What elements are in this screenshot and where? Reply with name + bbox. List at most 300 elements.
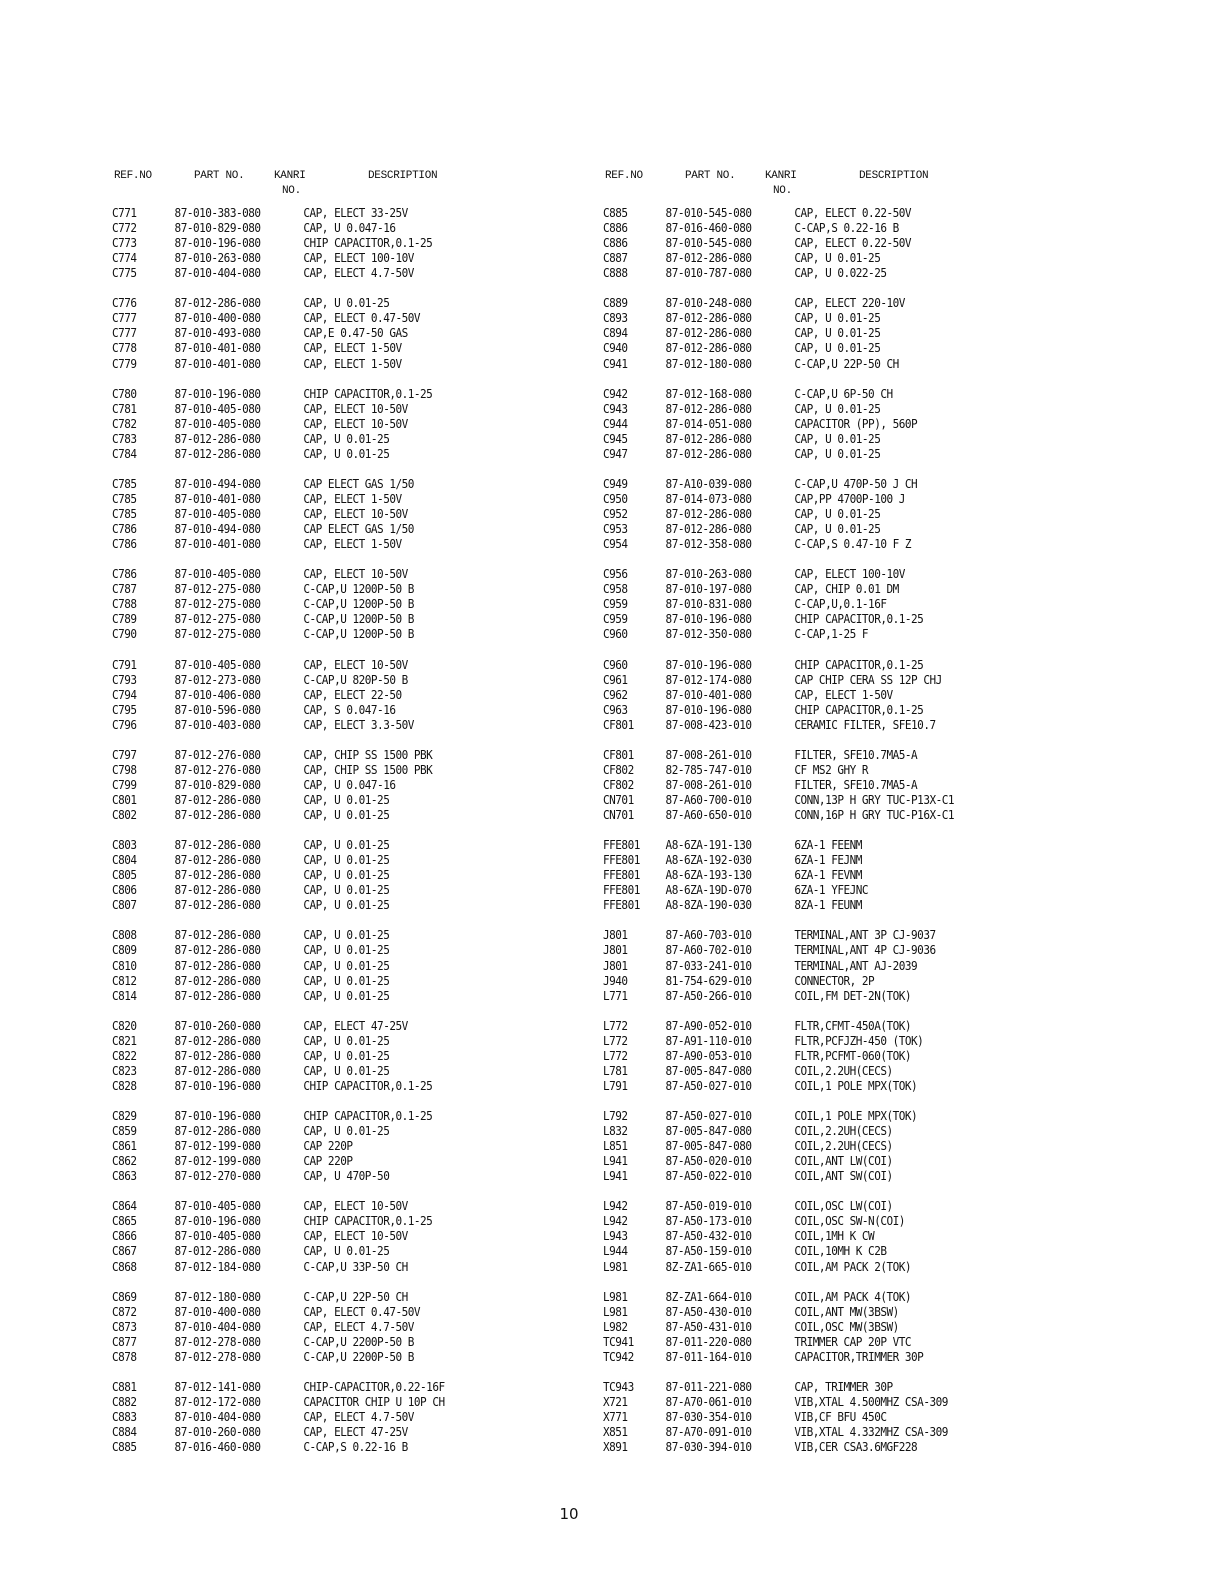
description: CHIP CAPACITOR,0.1-25 — [303, 236, 433, 251]
description: CAP, ELECT 0.47-50V — [303, 1304, 421, 1319]
ref-no: J801 — [603, 943, 628, 958]
ref-no: C863 — [112, 1169, 137, 1184]
part-no: 87-012-286-080 — [665, 251, 752, 266]
ref-no: C959 — [603, 612, 628, 627]
part-no: 87-008-261-010 — [665, 777, 752, 792]
part-no: 8Z-ZA1-665-010 — [665, 1259, 752, 1274]
description: CAP, U 0.01-25 — [303, 928, 390, 943]
description: CAP, ELECT 10-50V — [303, 401, 408, 416]
description: COIL,10MH K C2B — [794, 1244, 887, 1259]
ref-no: C808 — [112, 928, 137, 943]
description: C-CAP,1-25 F — [794, 627, 869, 642]
ref-no: C885 — [603, 206, 628, 220]
description: CAP, U 0.01-25 — [303, 431, 390, 446]
part-no: 87-010-401-080 — [174, 341, 261, 356]
ref-no: C886 — [603, 221, 628, 236]
description: CHIP CAPACITOR,0.1-25 — [794, 702, 924, 717]
header-part-no: PART NO. — [194, 170, 245, 182]
ref-no: C803 — [112, 838, 137, 853]
part-no: 87-012-275-080 — [174, 612, 261, 627]
ref-no: L792 — [603, 1109, 628, 1123]
description: CHIP CAPACITOR,0.1-25 — [794, 657, 924, 672]
description: CAP, ELECT 4.7-50V — [303, 1410, 414, 1424]
part-no: 82-785-747-010 — [665, 762, 752, 777]
ref-no: C786 — [112, 537, 137, 552]
part-no: 87-010-196-080 — [174, 236, 261, 251]
part-no: 87-012-168-080 — [665, 386, 752, 401]
part-no: 87-012-199-080 — [174, 1154, 261, 1169]
description: 6ZA-1 FEJNM — [794, 853, 862, 868]
part-no: 87-011-221-080 — [665, 1379, 752, 1394]
description: CAP, U 0.01-25 — [303, 1048, 390, 1063]
description: COIL,2.2UH(CECS) — [794, 1139, 893, 1154]
description: CAP ELECT GAS 1/50 — [303, 522, 414, 537]
ref-no: L944 — [603, 1244, 628, 1259]
ref-no: C885 — [112, 1440, 137, 1455]
description: CAP, U 0.01-25 — [303, 1124, 390, 1139]
column-header — [603, 168, 1063, 202]
part-no: 87-010-405-080 — [174, 507, 261, 521]
ref-no: C954 — [603, 537, 628, 552]
part-no: 87-030-354-010 — [665, 1410, 752, 1424]
description: CAP, ELECT 10-50V — [303, 507, 408, 521]
ref-no: L781 — [603, 1063, 628, 1078]
ref-no: C795 — [112, 702, 137, 717]
description: C-CAP,U 820P-50 B — [303, 672, 408, 687]
part-no: 87-012-286-080 — [174, 1048, 261, 1063]
ref-no: CN701 — [603, 792, 634, 807]
ref-no: C790 — [112, 627, 137, 642]
part-no: 87-A50-027-010 — [665, 1109, 752, 1123]
description: CAP, ELECT 10-50V — [303, 416, 408, 431]
header-ref-no: REF.NO — [605, 170, 643, 182]
ref-no: C776 — [112, 296, 137, 311]
ref-no: L771 — [603, 988, 628, 1003]
ref-no: C952 — [603, 507, 628, 521]
ref-no: C804 — [112, 853, 137, 868]
ref-no: TC943 — [603, 1379, 634, 1394]
part-no: 87-A90-053-010 — [665, 1048, 752, 1063]
description: CAP, S 0.047-16 — [303, 702, 396, 717]
description: COIL,AM PACK 4(TOK) — [794, 1289, 912, 1304]
part-no: 87-010-545-080 — [665, 236, 752, 251]
ref-no: C872 — [112, 1304, 137, 1319]
ref-no: X771 — [603, 1410, 628, 1424]
description: TERMINAL,ANT AJ-2039 — [794, 958, 918, 973]
part-no: 87-010-405-080 — [174, 657, 261, 672]
part-no: 87-012-141-080 — [174, 1379, 261, 1394]
part-no: 87-A90-052-010 — [665, 1018, 752, 1033]
part-no: 87-010-493-080 — [174, 326, 261, 341]
ref-no: C894 — [603, 326, 628, 341]
part-no: 87-010-263-080 — [665, 567, 752, 582]
description: COIL,1 POLE MPX(TOK) — [794, 1109, 918, 1123]
ref-no: C787 — [112, 582, 137, 597]
ref-no: C778 — [112, 341, 137, 356]
description: CAP, ELECT 3.3-50V — [303, 717, 414, 732]
description: CAP, U 0.01-25 — [303, 838, 390, 853]
description: CAP, ELECT 10-50V — [303, 657, 408, 672]
ref-no: X851 — [603, 1425, 628, 1440]
part-no: 87-012-286-080 — [174, 792, 261, 807]
description: CAP, ELECT 4.7-50V — [303, 266, 414, 281]
description: COIL,OSC LW(COI) — [794, 1199, 893, 1214]
ref-no: C785 — [112, 507, 137, 521]
description: CAP, ELECT 47-25V — [303, 1425, 408, 1440]
description: TERMINAL,ANT 4P CJ-9036 — [794, 943, 936, 958]
part-no: A8-6ZA-192-030 — [665, 853, 752, 868]
ref-no: CN701 — [603, 808, 634, 822]
part-no: 87-014-051-080 — [665, 416, 752, 431]
part-no: 87-005-847-080 — [665, 1124, 752, 1139]
description: C-CAP,U 1200P-50 B — [303, 612, 414, 627]
part-no: 87-012-199-080 — [174, 1139, 261, 1154]
description: CAP, U 0.047-16 — [303, 777, 396, 792]
ref-no: C956 — [603, 567, 628, 582]
description: CHIP-CAPACITOR,0.22-16F — [303, 1379, 445, 1394]
ref-no: C883 — [112, 1410, 137, 1424]
ref-no: C882 — [112, 1394, 137, 1409]
ref-no: C877 — [112, 1334, 137, 1349]
part-no: A8-6ZA-191-130 — [665, 838, 752, 853]
description: C-CAP,U 470P-50 J CH — [794, 476, 918, 491]
ref-no: C960 — [603, 657, 628, 672]
ref-no: C794 — [112, 687, 137, 702]
part-no: 87-011-164-010 — [665, 1349, 752, 1364]
ref-no: TC942 — [603, 1349, 634, 1364]
part-no: 87-012-275-080 — [174, 627, 261, 642]
part-no: 87-A70-091-010 — [665, 1425, 752, 1440]
header-kanri-no: NO. — [282, 185, 301, 197]
ref-no: C868 — [112, 1259, 137, 1274]
part-no: 87-010-196-080 — [174, 386, 261, 401]
description: CHIP CAPACITOR,0.1-25 — [303, 1109, 433, 1123]
header-part-no: PART NO. — [685, 170, 736, 182]
header-kanri: KANRI — [765, 170, 797, 182]
part-no: 87-010-596-080 — [174, 702, 261, 717]
ref-no: C893 — [603, 311, 628, 326]
column-header — [112, 168, 572, 202]
part-no: 87-005-847-080 — [665, 1139, 752, 1154]
description: CONNECTOR, 2P — [794, 973, 875, 988]
part-no: 87-A60-650-010 — [665, 808, 752, 822]
ref-no: C950 — [603, 491, 628, 506]
part-no: 87-012-275-080 — [174, 582, 261, 597]
ref-no: FFE801 — [603, 883, 640, 898]
part-no: 87-010-401-080 — [174, 356, 261, 371]
header-description: DESCRIPTION — [859, 170, 929, 182]
ref-no: FFE801 — [603, 898, 640, 913]
ref-no: J801 — [603, 958, 628, 973]
description: CF MS2 GHY R — [794, 762, 869, 777]
part-no: 87-010-494-080 — [174, 476, 261, 491]
part-no: 87-010-831-080 — [665, 597, 752, 612]
description: VIB,CER CSA3.6MGF228 — [794, 1440, 918, 1455]
ref-no: L832 — [603, 1124, 628, 1139]
part-no: 87-012-278-080 — [174, 1334, 261, 1349]
description: C-CAP,S 0.22-16 B — [303, 1440, 408, 1455]
description: CAP, U 0.01-25 — [794, 446, 881, 461]
part-no: 87-012-286-080 — [665, 341, 752, 356]
description: CAP, ELECT 1-50V — [794, 687, 893, 702]
ref-no: C788 — [112, 597, 137, 612]
part-no: 87-010-260-080 — [174, 1018, 261, 1033]
description: CAP, U 0.01-25 — [794, 522, 881, 537]
description: CHIP CAPACITOR,0.1-25 — [303, 1214, 433, 1229]
ref-no: C781 — [112, 401, 137, 416]
description: C-CAP,U 33P-50 CH — [303, 1259, 408, 1274]
description: CAP, U 0.01-25 — [794, 311, 881, 326]
description: CAP, U 0.01-25 — [794, 251, 881, 266]
part-no: 81-754-629-010 — [665, 973, 752, 988]
description: COIL,1 POLE MPX(TOK) — [794, 1078, 918, 1093]
description: CAP 220P — [303, 1139, 353, 1154]
description: CAP, U 0.01-25 — [303, 446, 390, 461]
part-no: 87-012-275-080 — [174, 597, 261, 612]
part-no: 87-012-286-080 — [174, 838, 261, 853]
part-no: 87-A50-022-010 — [665, 1169, 752, 1184]
description: COIL,2.2UH(CECS) — [794, 1124, 893, 1139]
part-no: 87-012-276-080 — [174, 762, 261, 777]
ref-no: C881 — [112, 1379, 137, 1394]
ref-no: C789 — [112, 612, 137, 627]
description: 6ZA-1 FEENM — [794, 838, 862, 853]
part-no: 87-012-286-080 — [174, 1124, 261, 1139]
part-no: 87-030-394-010 — [665, 1440, 752, 1455]
ref-no: C801 — [112, 792, 137, 807]
part-no: 87-A50-019-010 — [665, 1199, 752, 1214]
description: CAP, ELECT 100-10V — [794, 567, 905, 582]
ref-no: C814 — [112, 988, 137, 1003]
description: VIB,XTAL 4.332MHZ CSA-309 — [794, 1425, 948, 1440]
description: CAP, U 0.047-16 — [303, 221, 396, 236]
ref-no: C884 — [112, 1425, 137, 1440]
part-no: 87-012-358-080 — [665, 537, 752, 552]
ref-no: C775 — [112, 266, 137, 281]
ref-no: C828 — [112, 1078, 137, 1093]
description: 6ZA-1 FEVNM — [794, 868, 862, 883]
description: FLTR,PCFJZH-450 (TOK) — [794, 1033, 924, 1048]
ref-no: FFE801 — [603, 853, 640, 868]
ref-no: C785 — [112, 491, 137, 506]
ref-no: C780 — [112, 386, 137, 401]
part-no: 87-012-286-080 — [174, 928, 261, 943]
ref-no: J801 — [603, 928, 628, 943]
header-kanri: KANRI — [274, 170, 306, 182]
ref-no: CF801 — [603, 747, 634, 762]
description: CAP, U 0.01-25 — [794, 326, 881, 341]
ref-no: C866 — [112, 1229, 137, 1244]
ref-no: C861 — [112, 1139, 137, 1154]
part-no: A8-8ZA-190-030 — [665, 898, 752, 913]
description: C-CAP,U 1200P-50 B — [303, 597, 414, 612]
part-no: 87-012-286-080 — [174, 1244, 261, 1259]
description: CAP, U 0.01-25 — [794, 341, 881, 356]
part-no: 87-010-829-080 — [174, 777, 261, 792]
part-no: 87-010-405-080 — [174, 1199, 261, 1214]
ref-no: C805 — [112, 868, 137, 883]
part-no: 87-A50-431-010 — [665, 1319, 752, 1334]
part-no: 87-010-787-080 — [665, 266, 752, 281]
description: CAP, U 0.01-25 — [303, 1033, 390, 1048]
ref-no: C779 — [112, 356, 137, 371]
part-no: 87-012-286-080 — [665, 311, 752, 326]
description: CAP, U 0.01-25 — [303, 898, 390, 913]
ref-no: C782 — [112, 416, 137, 431]
description: CAP, ELECT 10-50V — [303, 1229, 408, 1244]
ref-no: C963 — [603, 702, 628, 717]
part-no: 87-008-261-010 — [665, 747, 752, 762]
ref-no: C786 — [112, 522, 137, 537]
ref-no: C785 — [112, 476, 137, 491]
ref-no: C886 — [603, 236, 628, 251]
part-no: 87-010-400-080 — [174, 311, 261, 326]
description: CAP, U 0.01-25 — [303, 988, 390, 1003]
part-no: 87-010-196-080 — [174, 1078, 261, 1093]
part-no: 87-A10-039-080 — [665, 476, 752, 491]
part-no: 87-010-383-080 — [174, 206, 261, 220]
ref-no: C786 — [112, 567, 137, 582]
part-no: 87-010-545-080 — [665, 206, 752, 220]
part-no: 87-012-270-080 — [174, 1169, 261, 1184]
description: CAP, U 0.01-25 — [794, 507, 881, 521]
part-no: 87-A50-432-010 — [665, 1229, 752, 1244]
part-no: 87-012-286-080 — [174, 446, 261, 461]
part-no: 87-A60-702-010 — [665, 943, 752, 958]
ref-no: C958 — [603, 582, 628, 597]
part-no: 87-010-248-080 — [665, 296, 752, 311]
ref-no: C807 — [112, 898, 137, 913]
part-no: 87-012-286-080 — [174, 898, 261, 913]
ref-no: J940 — [603, 973, 628, 988]
description: COIL,2.2UH(CECS) — [794, 1063, 893, 1078]
ref-no: C812 — [112, 973, 137, 988]
description: CAP, ELECT 0.47-50V — [303, 311, 421, 326]
part-no: 87-012-286-080 — [665, 401, 752, 416]
part-no: 87-010-196-080 — [665, 612, 752, 627]
description: CAP, ELECT 1-50V — [303, 356, 402, 371]
description: CAP, U 0.01-25 — [303, 1244, 390, 1259]
ref-no: C802 — [112, 808, 137, 822]
ref-no: X891 — [603, 1440, 628, 1455]
description: CAP, CHIP SS 1500 PBK — [303, 762, 433, 777]
parts-column-right — [603, 168, 1063, 1455]
ref-no: L772 — [603, 1033, 628, 1048]
part-no: 87-012-172-080 — [174, 1394, 261, 1409]
description: CAPACITOR CHIP U 10P CH — [303, 1394, 445, 1409]
description: C-CAP,U 1200P-50 B — [303, 627, 414, 642]
ref-no: C889 — [603, 296, 628, 311]
description: CAP, ELECT 4.7-50V — [303, 1319, 414, 1334]
description: COIL,ANT MW(3BSW) — [794, 1304, 899, 1319]
part-no: 87-010-401-080 — [174, 491, 261, 506]
ref-no: CF801 — [603, 717, 634, 732]
part-no: 87-010-494-080 — [174, 522, 261, 537]
part-no: 87-014-073-080 — [665, 491, 752, 506]
part-no: 87-012-286-080 — [174, 296, 261, 311]
ref-no: C887 — [603, 251, 628, 266]
description: CAP, ELECT 100-10V — [303, 251, 414, 266]
description: CAPACITOR (PP), 560P — [794, 416, 918, 431]
ref-no: C783 — [112, 431, 137, 446]
ref-no: C777 — [112, 326, 137, 341]
part-no: 87-016-460-080 — [174, 1440, 261, 1455]
ref-no: C791 — [112, 657, 137, 672]
description: CAP, ELECT 1-50V — [303, 537, 402, 552]
part-no: 87-010-405-080 — [174, 567, 261, 582]
ref-no: CF802 — [603, 762, 634, 777]
part-no: 87-010-401-080 — [174, 537, 261, 552]
ref-no: C777 — [112, 311, 137, 326]
description: COIL,1MH K CW — [794, 1229, 875, 1244]
parts-column-left — [112, 168, 572, 1455]
description: CAP, U 0.01-25 — [303, 1063, 390, 1078]
description: C-CAP,U 1200P-50 B — [303, 582, 414, 597]
part-no: 87-033-241-010 — [665, 958, 752, 973]
ref-no: L942 — [603, 1214, 628, 1229]
description: CAP,PP 4700P-100 J — [794, 491, 905, 506]
description: COIL,ANT LW(COI) — [794, 1154, 893, 1169]
description: CAP, ELECT 220-10V — [794, 296, 905, 311]
description: COIL,OSC MW(3BSW) — [794, 1319, 899, 1334]
ref-no: L942 — [603, 1199, 628, 1214]
ref-no: C784 — [112, 446, 137, 461]
part-no: 87-A50-027-010 — [665, 1078, 752, 1093]
ref-no: L982 — [603, 1319, 628, 1334]
part-no: 87-010-404-080 — [174, 1319, 261, 1334]
description: CHIP CAPACITOR,0.1-25 — [303, 1078, 433, 1093]
part-no: A8-6ZA-193-130 — [665, 868, 752, 883]
part-no: 87-010-196-080 — [174, 1109, 261, 1123]
part-no: 87-010-404-080 — [174, 1410, 261, 1424]
part-no: 87-005-847-080 — [665, 1063, 752, 1078]
description: CAP, U 0.01-25 — [794, 401, 881, 416]
description: CAP, U 0.01-25 — [303, 808, 390, 822]
part-no: 87-012-286-080 — [174, 1033, 261, 1048]
description: CAP, U 0.022-25 — [794, 266, 887, 281]
description: CAP,E 0.47-50 GAS — [303, 326, 408, 341]
description: VIB,XTAL 4.500MHZ CSA-309 — [794, 1394, 948, 1409]
description: CAP, U 0.01-25 — [303, 296, 390, 311]
description: CHIP CAPACITOR,0.1-25 — [303, 386, 433, 401]
description: CAP, ELECT 10-50V — [303, 567, 408, 582]
ref-no: L941 — [603, 1169, 628, 1184]
description: CAPACITOR,TRIMMER 30P — [794, 1349, 924, 1364]
part-no: 87-008-423-010 — [665, 717, 752, 732]
ref-no: TC941 — [603, 1334, 634, 1349]
part-no: 87-012-286-080 — [174, 988, 261, 1003]
header-description: DESCRIPTION — [368, 170, 438, 182]
description: CAP, ELECT 1-50V — [303, 341, 402, 356]
ref-no: C823 — [112, 1063, 137, 1078]
description: CAP, ELECT 1-50V — [303, 491, 402, 506]
part-no: 87-A50-020-010 — [665, 1154, 752, 1169]
description: CERAMIC FILTER, SFE10.7 — [794, 717, 936, 732]
description: C-CAP,U 22P-50 CH — [303, 1289, 408, 1304]
description: CAP, U 0.01-25 — [303, 883, 390, 898]
ref-no: L981 — [603, 1304, 628, 1319]
part-no: 87-010-405-080 — [174, 416, 261, 431]
description: CONN,16P H GRY TUC-P16X-C1 — [794, 808, 955, 822]
part-no: 87-010-405-080 — [174, 401, 261, 416]
ref-no: C820 — [112, 1018, 137, 1033]
description: COIL,ANT SW(COI) — [794, 1169, 893, 1184]
description: CAP 220P — [303, 1154, 353, 1169]
part-no: 87-016-460-080 — [665, 221, 752, 236]
description: C-CAP,U 6P-50 CH — [794, 386, 893, 401]
description: CAP, ELECT 33-25V — [303, 206, 408, 220]
ref-no: C869 — [112, 1289, 137, 1304]
